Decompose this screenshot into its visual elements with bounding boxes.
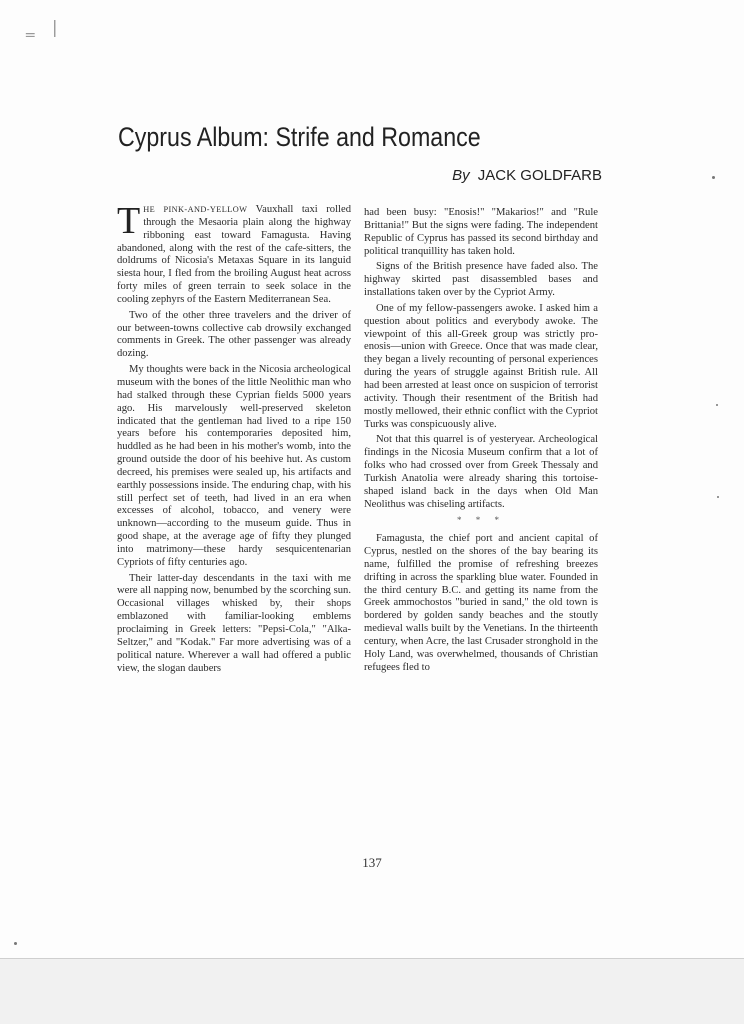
byline xyxy=(452,167,602,184)
byline-prefix: By xyxy=(452,167,470,184)
scan-speck xyxy=(712,176,715,179)
paragraph: One of my fellow-passengers awoke. I asked him a question about politics and everybody awoke. The viewpoint of this all-Greek group was strictly pro-enosis—union with Greece. Once that was made clear, they began a lively recounting of personal experiences during the years of struggle against British rule. All had been arrested at least once on suspicion of terrorist activity. Though their resentment of the British had mostly mellowed, their ethnic conflict with the Cypriot Turks was conspicuously alive. xyxy=(364,302,598,430)
drop-cap: T xyxy=(117,200,141,242)
article-title: Cyprus Album: Strife and Romance xyxy=(118,122,481,153)
paragraph: had been busy: "Enosis!" "Makarios!" and "Rule Brittania!" But the signs were fading. The independent Republic of Cyprus has passed its second birthday and political tranquillity has taken hold. xyxy=(364,207,598,257)
left-column xyxy=(117,200,351,678)
right-column xyxy=(364,207,598,678)
paragraph: Two of the other three travelers and the driver of our between-towns collective cab drowsily exchanged comments in Greek. The other passenger was already dozing. xyxy=(117,309,351,360)
author-name: JACK GOLDFARB xyxy=(477,167,602,184)
paragraph: My thoughts were back in the Nicosia archeological museum with the bones of the little Neolithic man who had stalked through these Cyprian fields 5000 years ago. His marvelously well-preserved skeleton indicated that the gentleman had lived to a ripe 150 years before his contemporaries deposited him, huddled as he had been in his mother's womb, into the ground outside the door of his beehive hut. As custom decreed, his premises were sealed up, his artifacts and earthly possessions inside. The enduring chap, with his still perfect set of teeth, had lived in an era when excesses of alcohol, tobacco, and venery were unknown—according to the museum guide. Thus in good shape, at the average age of fifty they plunged into matrimony—these hardy sesquicentenarian Cypriots of fifty centuries ago. xyxy=(117,364,351,568)
paragraph: Their latter-day descendants in the taxi with me were all napping now, benumbed by the scorching sun. Occasional villages whisked by, their shops emblazoned with familiar-looking emblems proclaiming in Greek letters: "Pepsi-Cola," "Alka-Seltzer," and "Kodak." Far more advertising was of a political nature. Wherever a wall had offered a public view, the slogan daubers xyxy=(117,572,351,674)
scan-speck xyxy=(717,496,719,498)
section-break: * * * xyxy=(457,515,505,526)
paragraph-text: Vauxhall taxi rolled through the Mesaoria plain along the highway ribboning east toward Famagusta. Having abandoned, along with the rest of the cafe-sitters, the doldrums of Nicosia's Metaxas Square in its languid siesta hour, I fled from the broiling August heat across forty miles of green terrain to seek solace in the cooling zephyrs of the Eastern Mediterranean Sea. xyxy=(117,204,351,305)
scan-speck xyxy=(14,942,17,945)
opening-smallcaps: HE PINK-AND-YELLOW xyxy=(143,205,248,214)
margin-pencil-mark: ‗ | xyxy=(26,18,64,38)
paragraph xyxy=(117,200,351,307)
paragraph: Famagusta, the chief port and ancient capital of Cyprus, nestled on the shores of the bay bearing its name, fulfilled the promise of refreshing breezes drifting in across the sparkling blue water. Founded in the third century B.C. and getting its name from the Greek ammochostos "buried in sand," the old town is bordered by golden sandy beaches and the stoutly medieval walls built by the Venetians. In the thirteenth century, when Acre, the last Crusader stronghold in the Holy Land, was overwhelmed, thousands of Christian refugees fled to xyxy=(364,533,598,673)
page-number: 137 xyxy=(362,855,382,870)
scan-speck xyxy=(716,404,718,406)
paragraph: Signs of the British presence have faded also. The highway skirted past disassembled bases and installations taken over by the Cypriot Army. xyxy=(364,261,598,299)
paragraph: Not that this quarrel is of yesteryear. Archeological findings in the Nicosia Museum confirm that a lot of folks who had crossed over from Greek Thessaly and Turkish Anatolia were already sharing this tortoise-shaped island back in the days when Old Man Neolithus was chiseling artifacts. xyxy=(364,434,598,510)
